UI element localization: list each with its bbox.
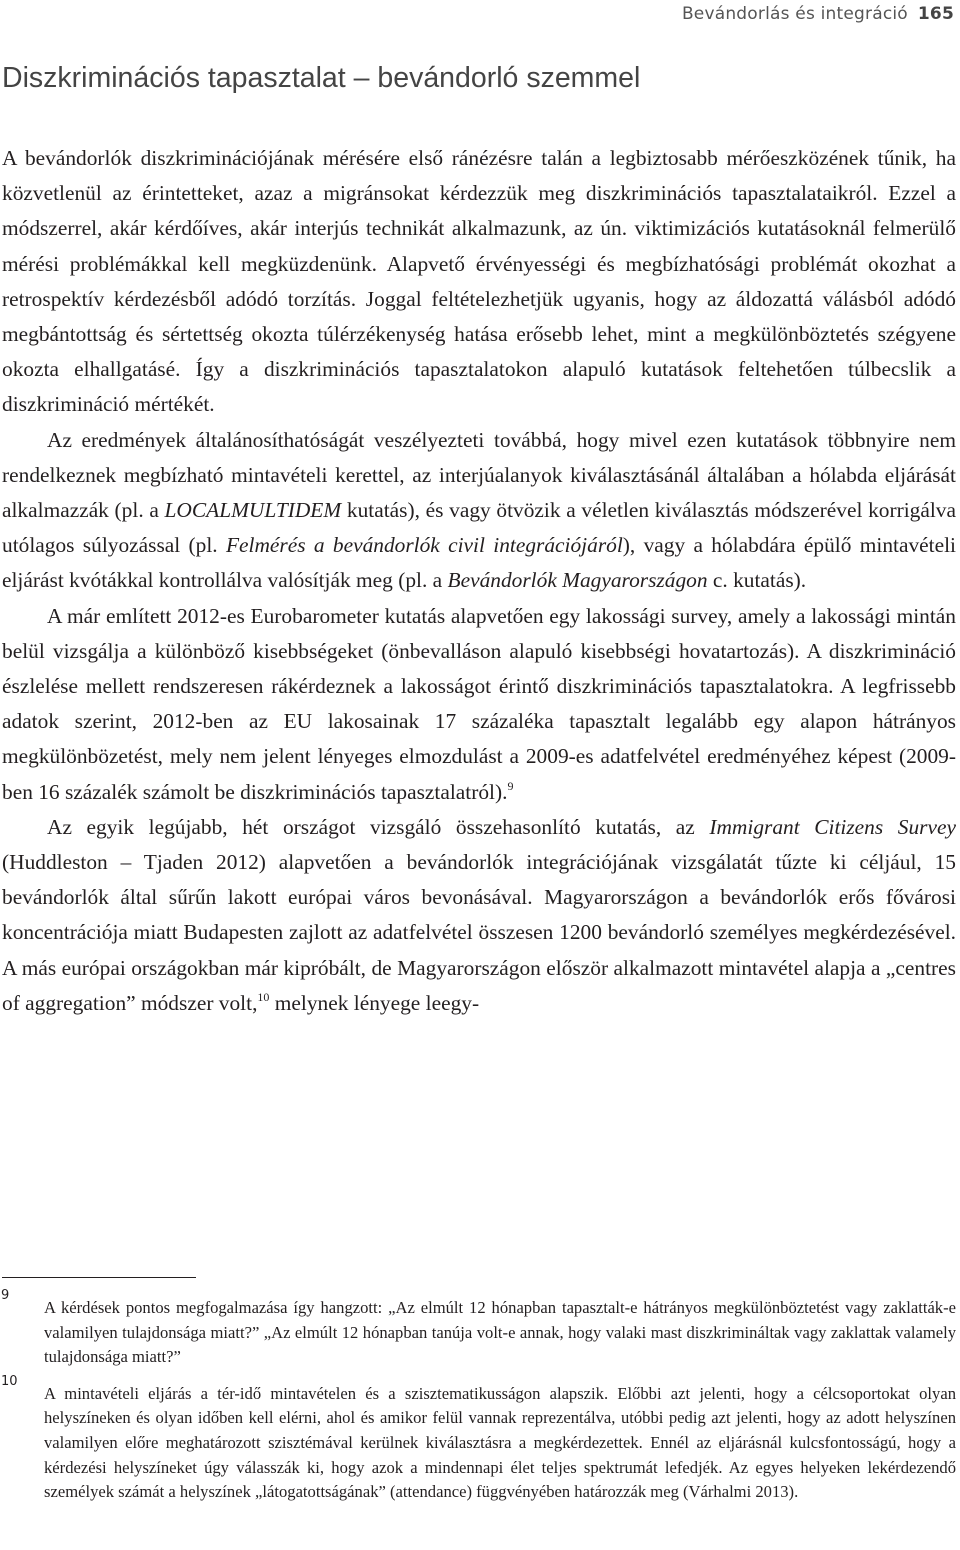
footnote-reference-9[interactable]: 9 (507, 778, 514, 793)
footnotes (0, 1288, 956, 1505)
italic-term-localmultidem: LOCALMULTIDEM (164, 498, 342, 523)
paragraph-4 (2, 810, 956, 1021)
paragraph-text: c. kutatás). (707, 568, 807, 593)
section-title: Diszkriminációs tapasztalat – bevándorló szemmel (2, 62, 641, 94)
body-text (2, 141, 956, 1021)
paragraph-text: A bevándorlók diszkriminációjának mérésére első ránézésre talán a legbiztosabb mérőeszközének tűnik, ha közvetlenül az érintetteket, azaz a migránsokat kérdezzük meg diszkriminációs tapasztalataikról. Ezzel a módszerrel, akár kérdőíves, akár interjús technikát alkalmazunk, az ún. viktimizációs kutatásoknál felmerülő mérési problémákkal kell megküzdenünk. Alapvető érvényességi és megbízhatósági problémát okozhat a retrospektív kérdezésből adódó torzítás. Joggal feltételezhetjük ugyanis, hogy az áldozattá válásból adódó megbántottság és sértettség okozta túlérzékenység hatása erősebb lehet, mint a megkülönböztetés szégyene okozta elhallgatásé. Így a diszkriminációs tapasztalatokon alapuló kutatások feltehetően túlbecslik a diszkrimináció mértékét. (2, 146, 956, 417)
footnote-number: 9 (1, 1288, 10, 1303)
paragraph-1 (2, 141, 956, 423)
paragraph-text: A már említett 2012-es Eurobarometer kutatás alapvetően egy lakossági survey, amely a lakossági mintán belül vizsgálja a különböző kisebbségeket (önbevalláson alapuló kisebbségi hovatartozás). A diszkrimináció észlelése mellett rendszeresen rákérdeznek a lakosságot érintő diszkriminációs tapasztalatokra. A legfrissebb adatok szerint, 2012-ben az EU lakosainak 17 százaléka tapasztalt legalább egy alapon hátrányos megkülönbözetést, mely nem jelent lényeges elmozdulást a 2009-es adatfelvétel eredményéhez képest (2009-ben 16 százalék számolt be diszkriminációs tapasztalatról). (2, 603, 956, 804)
paragraph-2 (2, 423, 956, 599)
paragraph-text: (Huddleston – Tjaden 2012) alapvetően a bevándorlók integrációjának vizsgálatát tűzte ki céljául, 15 bevándorlók által sűrűn lakott európai város bevonásával. Magyarországon a bevándorlók erős fővárosi koncentrációja miatt Budapesten zajlott az adatfelvétel összesen 1200 bevándorló személyes megkérdezésével. A más európai országokban már kipróbált, de Magyarországon először alkalmazott mintavétel alapja a „centres of aggregation” módszer volt, (2, 850, 956, 1015)
footnote-reference-10[interactable]: 10 (257, 989, 270, 1004)
paragraph-text: ), vagy a hólabdára épülő mintavételi eljárást kvótákkal kontrollálva valósítják meg (pl. a (2, 533, 956, 593)
running-title: Bevándorlás és integráció (681, 4, 908, 24)
footnote-separator (2, 1277, 196, 1278)
italic-term-immigrant-citizens-survey: Immigrant Citizens Survey (709, 814, 956, 839)
paragraph-text: melynek lényege leegy- (269, 990, 480, 1015)
paragraph-text: kutatás), és vagy ötvözik a véletlen kiválasztás módszerével korrigálva utólagos súlyozással (pl. (2, 498, 956, 558)
running-header (682, 4, 954, 24)
italic-term-immigrants-in-hungary: Bevándorlók Magyarországon (447, 568, 708, 593)
italic-term-civil-integration-survey: Felmérés a bevándorlók civil integrációjáról (225, 533, 623, 558)
footnote-text: A mintavételi eljárás a tér-idő mintavételen és a szisztematikusságon alapszik. Előbbi azt jelenti, hogy a célcsoportokat olyan helyszíneken és olyan időben kell elérni, ahol és amikor felül vannak reprezentálva, utóbbi pedig azt jelenti, hogy az adott helyszínen valamilyen előre meghatározott szisztémával kerülnek kiválasztásra a megkérdezettek. Ennél az eljárásnál kulcsfontosságú, hogy a kérdezési helyszíneket úgy válasszák ki, hogy azok a mindennapi élet teljes spektrumát lefedjék. Az egyes helyeken lekérdezendő személyek számát a helyszínek „látogatottságának” (attendance) függvényében határozzák meg (Várhalmi 2013). (44, 1383, 956, 1502)
paragraph-text: Az eredmények általánosíthatóságát veszélyezteti továbbá, hogy mivel ezen kutatások többnyire nem rendelkeznek megbízható mintavételi kerettel, az interjúalanyok kiválasztásánál általában a hólabda eljárását alkalmazzák (pl. a (2, 427, 956, 523)
footnote-10 (0, 1373, 956, 1505)
page-number: 165 (917, 4, 954, 24)
footnote-text: A kérdések pontos megfogalmazása így hangzott: „Az elmúlt 12 hónapban tapasztalt-e hátrányos megkülönböztetést vagy zaklatták-e valamilyen tulajdonsága miatt?” „Az elmúlt 12 hónapban tanúja volt-e annak, hogy valaki mast diszkrimináltak vagy zaklattak valamely tulajdonsága miatt?” (44, 1298, 956, 1367)
footnote-number: 10 (1, 1373, 18, 1389)
footnote-9 (0, 1288, 956, 1370)
paragraph-text: Az egyik legújabb, hét országot vizsgáló összehasonlító kutatás, az (47, 814, 710, 839)
paragraph-3 (2, 599, 956, 810)
